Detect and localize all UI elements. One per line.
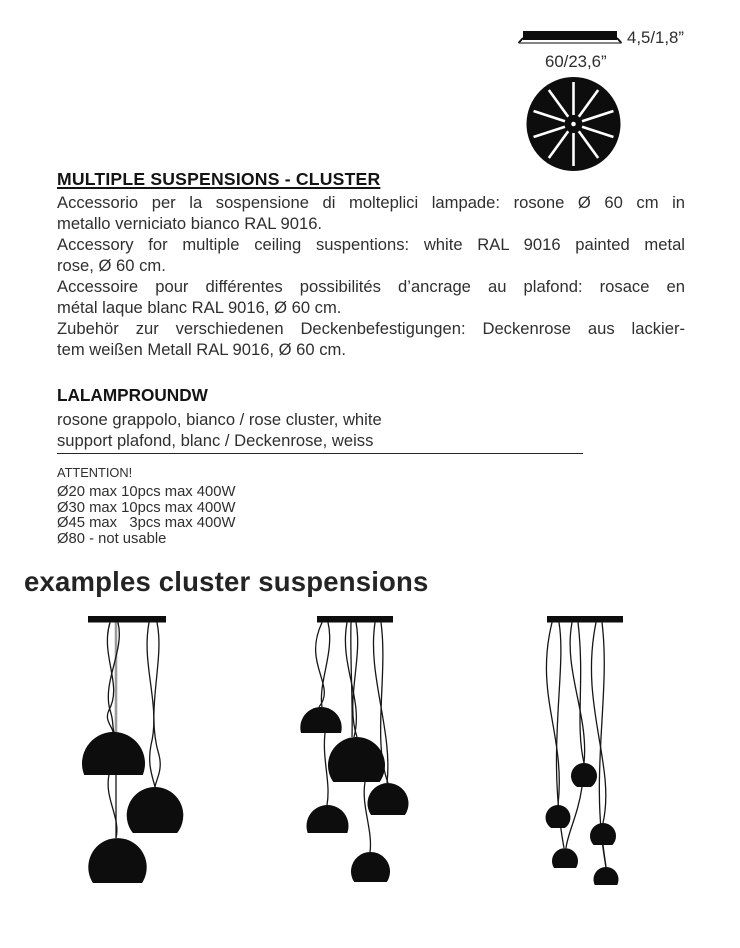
- lamp-shades: [82, 732, 183, 883]
- product-block: [57, 386, 583, 454]
- product-code: LALAMPROUNDW: [57, 385, 208, 405]
- description-line-de-1: Zubehör zur verschiedenen Deckenbefestigungen: Deckenrose aus lackier-: [57, 319, 685, 338]
- description-line-en-1: Accessory for multiple ceiling suspentions: white RAL 9016 painted metal: [57, 235, 685, 254]
- rose-technical-drawing: [470, 15, 740, 180]
- description-line-fr-1: Accessoire pour différentes possibilités d’ancrage au plafond: rosace en: [57, 277, 685, 296]
- product-description-line-1: rosone grappolo, bianco / rose cluster, white: [57, 410, 382, 429]
- rose-center-dot: [571, 122, 576, 127]
- rose-side-profile: [523, 31, 617, 40]
- attention-rule-2: Ø30 max 10pcs max 400W: [57, 499, 236, 516]
- attention-block: [57, 466, 235, 547]
- description-line-fr-2: métal laque blanc RAL 9016, Ø 60 cm.: [57, 298, 342, 317]
- diameter-dimension-label: 60/23,6”: [545, 52, 607, 71]
- description-text: [57, 192, 685, 360]
- description-line-it-2: metallo verniciato bianco RAL 9016.: [57, 214, 323, 233]
- attention-title: ATTENTION!: [57, 465, 133, 480]
- cluster-illustration-3: [490, 610, 720, 940]
- product-description-line-2: support plafond, blanc / Deckenrose, weiss: [57, 430, 583, 454]
- attention-rule-3: Ø45 max 3pcs max 400W: [57, 515, 236, 531]
- description-line-it-1: Accessorio per la sospensione di molteplici lampade: rosone Ø 60 cm in: [57, 193, 685, 212]
- page-title: MULTIPLE SUSPENSIONS - CLUSTER: [57, 169, 381, 189]
- thickness-dimension-label: 4,5/1,8”: [627, 28, 684, 47]
- cluster-illustration-2: [280, 610, 495, 940]
- cluster-illustration-1: [60, 610, 270, 940]
- attention-rule-4: Ø80 - not usable: [57, 530, 167, 547]
- description-line-en-2: rose, Ø 60 cm.: [57, 256, 166, 275]
- rose-top-view-icon: [527, 77, 621, 171]
- ceiling-bar: [317, 616, 393, 623]
- examples-heading: examples cluster suspensions: [24, 566, 429, 597]
- description-line-de-2: tem weißen Metall RAL 9016, Ø 60 cm.: [57, 340, 346, 359]
- attention-rule-1: Ø20 max 10pcs max 400W: [57, 484, 236, 500]
- ceiling-bar: [547, 616, 623, 623]
- ceiling-bar: [88, 616, 166, 623]
